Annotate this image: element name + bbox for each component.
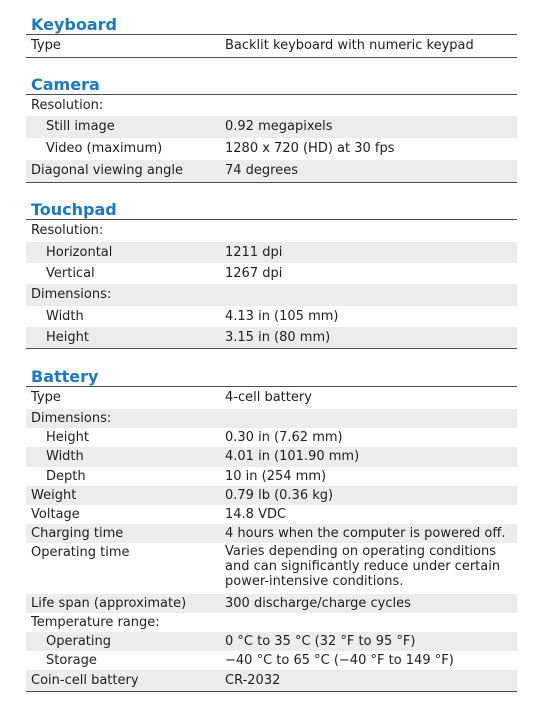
row-value: 3.15 in (80 mm) [225,330,331,345]
camera-row-still-image [26,116,517,138]
row-value: 0.30 in (7.62 mm) [225,430,343,445]
row-label: Type [31,390,61,405]
row-value: 1280 x 720 (HD) at 30 fps [225,141,395,156]
row-value: −40 °C to 65 °C (−40 °F to 149 °F) [225,653,454,668]
row-value: 4.13 in (105 mm) [225,309,339,324]
battery-row-voltage [26,505,517,524]
camera-section [26,75,517,183]
row-value: Backlit keyboard with numeric keypad [225,38,474,53]
row-label: Operating time [31,545,130,560]
battery-row-life-span [26,594,517,613]
battery-table [26,387,517,692]
row-label: Dimensions: [31,287,112,302]
battery-row-operating-time [26,543,517,594]
touchpad-row-dimensions [26,284,517,306]
row-value: 0.92 megapixels [225,119,333,134]
battery-row-dimensions [26,409,517,428]
row-label: Storage [46,653,97,668]
battery-row-temperature-range [26,613,517,632]
row-value: 0.79 lb (0.36 kg) [225,488,334,503]
keyboard-heading: Keyboard [26,15,517,35]
row-value: 4.01 in (101.90 mm) [225,449,360,464]
row-value: 1267 dpi [225,266,283,281]
row-value: 1211 dpi [225,245,283,260]
battery-row-weight [26,486,517,505]
touchpad-section [26,200,517,349]
touchpad-row-resolution [26,220,517,242]
row-label: Height [46,330,89,345]
battery-row-coin-cell [26,670,517,691]
row-value: 300 discharge/charge cycles [225,596,411,611]
row-label: Dimensions: [31,411,112,426]
row-label: Charging time [31,526,124,541]
row-label: Video (maximum) [46,141,163,156]
row-label: Life span (approximate) [31,596,187,611]
row-label: Depth [46,469,86,484]
touchpad-heading: Touchpad [26,200,517,220]
row-value: 14.8 VDC [225,507,287,522]
battery-row-type [26,387,517,409]
row-label: Width [46,449,84,464]
camera-row-viewing-angle [26,160,517,182]
touchpad-table [26,220,517,349]
row-label: Weight [31,488,77,503]
row-value: 0 °C to 35 °C (32 °F to 95 °F) [225,634,416,649]
row-label: Width [46,309,84,324]
row-label: Horizontal [46,245,113,260]
row-label: Resolution: [31,98,104,113]
row-label: Resolution: [31,223,104,238]
touchpad-row-vertical [26,263,517,284]
battery-row-width [26,447,517,467]
row-value: 74 degrees [225,163,299,178]
keyboard-row-type [26,35,517,57]
keyboard-section [26,15,517,58]
row-label: Diagonal viewing angle [31,163,183,178]
row-value: 10 in (254 mm) [225,469,327,484]
camera-row-video [26,138,517,160]
touchpad-row-height [26,327,517,348]
battery-section [26,367,517,692]
row-label: Vertical [46,266,95,281]
touchpad-row-horizontal [26,242,517,263]
row-label: Coin-cell battery [31,673,139,688]
touchpad-row-width [26,306,517,327]
row-label: Operating [46,634,111,649]
row-value: 4-cell battery [225,390,312,405]
camera-table [26,95,517,183]
battery-row-operating [26,632,517,651]
row-label: Voltage [31,507,80,522]
row-label: Height [46,430,89,445]
row-label: Type [31,38,61,53]
battery-row-storage [26,651,517,670]
keyboard-table [26,35,517,58]
battery-row-charging-time [26,524,517,543]
row-value: CR-2032 [225,673,281,688]
camera-row-resolution [26,95,517,116]
battery-row-height [26,428,517,447]
row-value: 4 hours when the computer is powered off. [225,526,506,541]
camera-heading: Camera [26,75,517,95]
battery-row-depth [26,467,517,486]
row-label: Still image [46,119,115,134]
row-value: Varies depending on operating conditions and can significantly reduce under certain power-intensive conditions. [225,544,501,589]
row-label: Temperature range: [31,615,160,630]
battery-heading: Battery [26,367,517,387]
